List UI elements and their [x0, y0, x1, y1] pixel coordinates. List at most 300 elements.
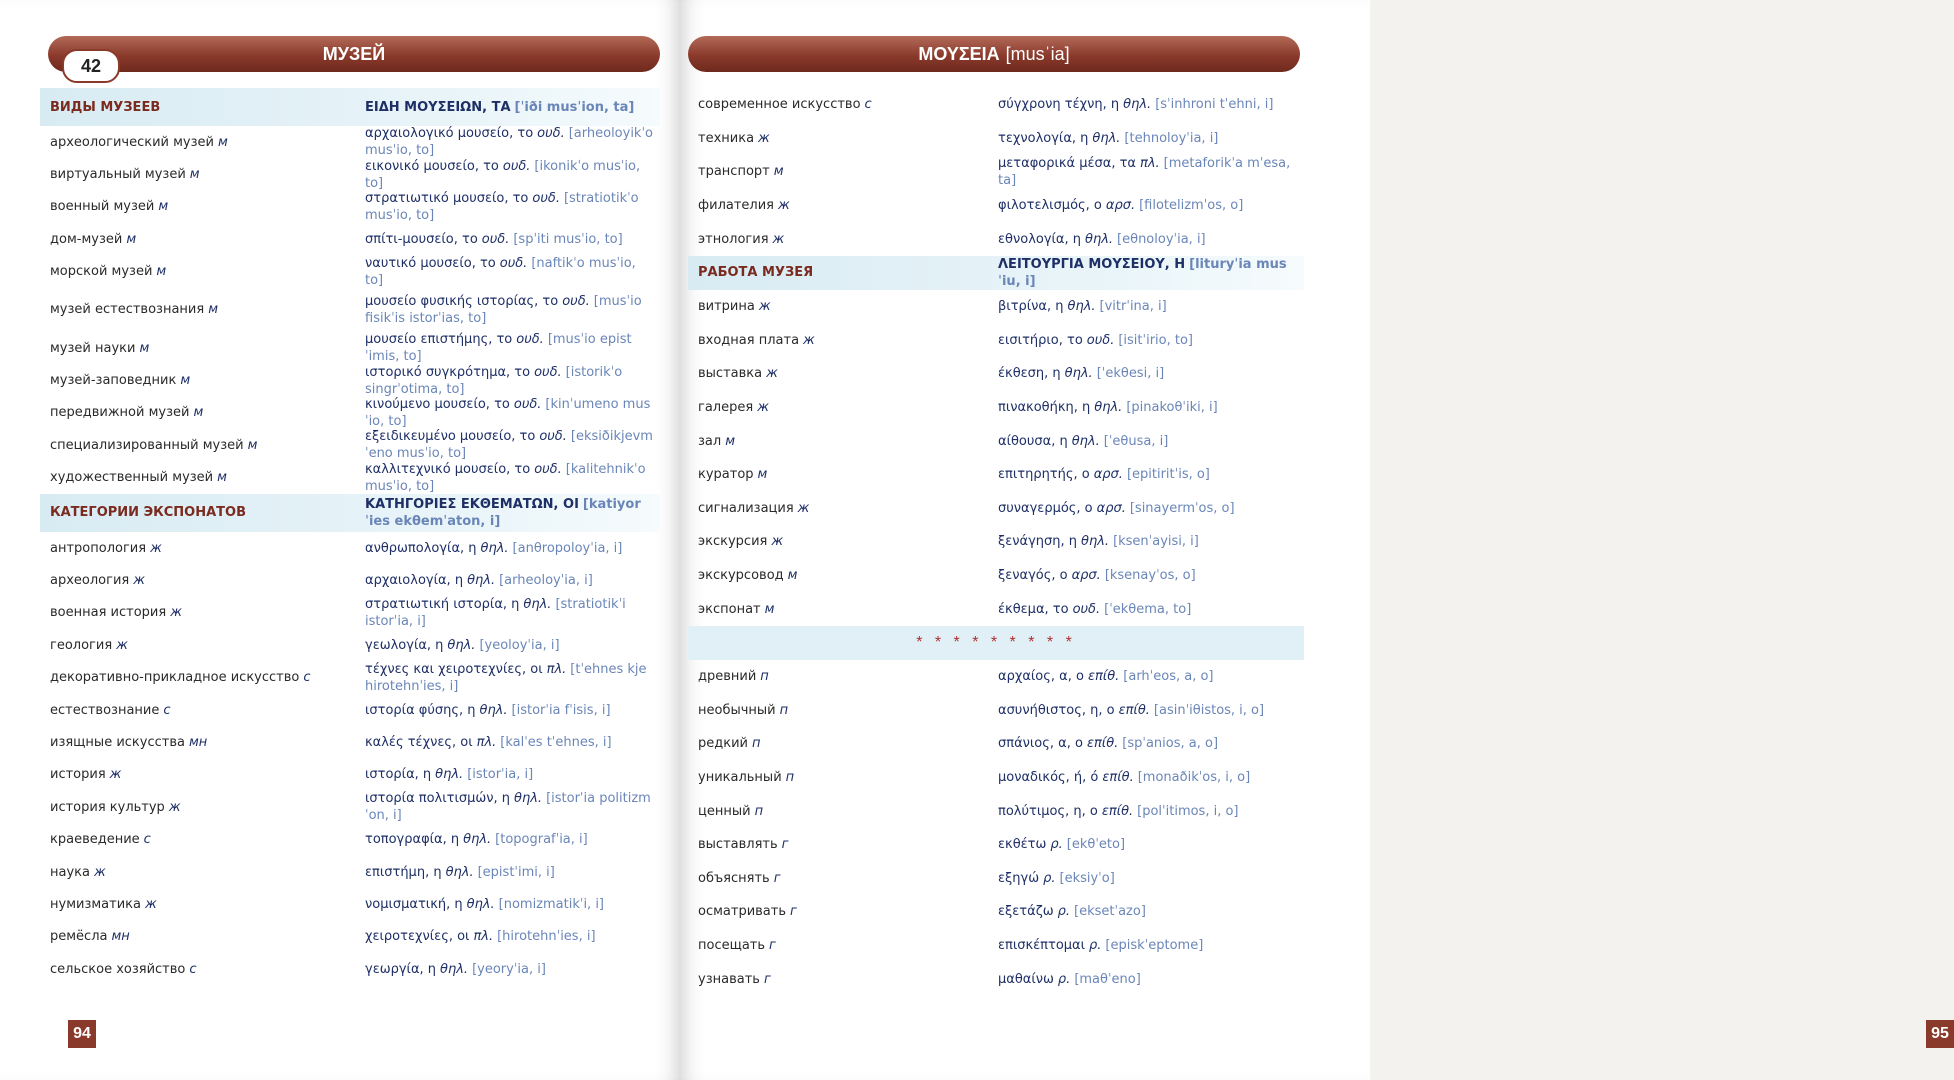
greek-word: ξεναγός, ο [998, 568, 1068, 584]
greek-word: γεωργία, η [365, 961, 437, 977]
greek-term [998, 601, 1304, 618]
transcription: [monaðikˈos, i, o] [1137, 769, 1251, 785]
transcription: [ekθˈeto] [1066, 837, 1126, 853]
greek-term [365, 961, 660, 978]
vocabulary-row [40, 726, 660, 758]
vocabulary-row [688, 122, 1304, 156]
gender-tag: м [189, 167, 200, 183]
gender-tag: г [773, 870, 781, 886]
greek-word: τεχνολογία, η [998, 130, 1089, 146]
greek-word: πινακοθήκη, η [998, 400, 1091, 416]
greek-word: εξετάζω [998, 904, 1054, 920]
greek-word: γεωλογία, η [365, 637, 444, 653]
grammar-tag: αρσ. [1071, 568, 1101, 584]
grammar-tag: ουδ. [513, 396, 542, 412]
vocabulary-row [688, 861, 1304, 895]
gender-tag: мн [188, 734, 208, 750]
gender-tag: ж [133, 572, 145, 588]
greek-term [365, 396, 660, 430]
gender-tag: ж [168, 799, 181, 815]
russian-word: куратор [698, 467, 754, 483]
vocabulary-row [688, 88, 1304, 122]
grammar-tag: επίθ. [1102, 769, 1134, 785]
russian-term [688, 668, 998, 685]
chapter-title-transcription: [musˈia] [1005, 43, 1070, 64]
section-heading-row [688, 256, 1304, 290]
left-vocabulary-list [40, 88, 660, 985]
grammar-tag: θηλ. [463, 832, 492, 848]
russian-term [688, 567, 998, 584]
transcription: [musˈio fisikˈis istorˈias, to] [365, 293, 642, 326]
greek-term [998, 155, 1304, 189]
transcription: [istorikˈo singrˈotima, to] [365, 364, 623, 397]
vocabulary-row [688, 525, 1304, 559]
vocabulary-row [688, 727, 1304, 761]
russian-term [688, 903, 998, 920]
russian-word: виртуальный музей [50, 167, 186, 183]
transcription: [kalˈes tˈehnes, i] [500, 734, 612, 750]
greek-term [998, 803, 1304, 820]
transcription: [isitˈirio, to] [1118, 332, 1193, 348]
greek-word: ΕΙΔΗ ΜΟΥΣΕΙΩΝ, ΤΑ [365, 99, 511, 115]
greek-word: ασυνήθιστος, η, ο [998, 702, 1115, 718]
greek-word: εξηγώ [998, 870, 1040, 886]
russian-term [688, 96, 998, 113]
russian-term [40, 134, 365, 151]
greek-term [998, 197, 1304, 214]
russian-term [688, 332, 998, 349]
russian-word: изящные искусства [50, 734, 185, 750]
russian-term [688, 130, 998, 147]
greek-word: κινούμενο μουσείο, το [365, 396, 510, 412]
russian-word: посещать [698, 937, 766, 953]
gender-tag: с [163, 702, 171, 718]
grammar-tag: θηλ. [1071, 433, 1100, 449]
transcription: [nomizmatikˈi, i] [498, 896, 605, 912]
grammar-tag: ουδ. [532, 190, 560, 206]
chapter-banner [688, 36, 1300, 72]
greek-word: εθνολογία, η [998, 231, 1082, 247]
grammar-tag: επίθ. [1101, 803, 1134, 819]
russian-word: геология [50, 637, 113, 653]
vocabulary-row [40, 126, 660, 158]
transcription: [ˈiði musˈion, ta] [514, 99, 635, 115]
greek-term [998, 433, 1304, 450]
transcription: [stratiotikˈo musˈio, to] [365, 190, 639, 223]
transcription: [maθˈeno] [1074, 971, 1141, 987]
greek-term [998, 231, 1304, 248]
greek-term [998, 332, 1304, 349]
grammar-tag: θηλ. [1085, 231, 1114, 247]
vocabulary-row [688, 559, 1304, 593]
greek-word: έκθεμα, το [998, 601, 1069, 617]
russian-word: объяснять [698, 870, 770, 886]
transcription: [arhˈeos, a, o] [1123, 669, 1214, 685]
gender-tag: м [156, 264, 167, 280]
grammar-tag: θηλ. [1092, 130, 1121, 146]
vocabulary-row [688, 189, 1304, 223]
russian-word: археология [50, 572, 130, 588]
russian-term [688, 803, 998, 820]
russian-word: передвижной музей [50, 405, 190, 421]
grammar-tag: ουδ. [502, 158, 531, 174]
greek-word: συναγερμός, ο [998, 500, 1093, 516]
russian-term [688, 870, 998, 887]
greek-term [365, 864, 660, 881]
vocabulary-row [40, 759, 660, 791]
russian-term [40, 301, 365, 318]
grammar-tag: πλ. [476, 734, 497, 750]
russian-term [40, 198, 365, 215]
gender-tag: п [754, 803, 764, 819]
grammar-tag: αρσ. [1093, 467, 1123, 483]
russian-word: музей науки [50, 340, 136, 356]
vocabulary-row [40, 462, 660, 494]
russian-term [688, 836, 998, 853]
grammar-tag: ρ. [1050, 837, 1063, 853]
russian-term [40, 231, 365, 248]
greek-term [998, 365, 1304, 382]
russian-word: техника [698, 130, 755, 146]
grammar-tag: επίθ. [1118, 702, 1150, 718]
grammar-tag: θηλ. [466, 896, 495, 912]
vocabulary-row [688, 660, 1304, 694]
gender-tag: мн [111, 929, 130, 945]
gender-tag: с [143, 832, 151, 848]
greek-word: μουσείο επιστήμης, το [365, 332, 513, 348]
transcription: [lituryˈia musˈiu, i] [998, 256, 1287, 289]
russian-term [40, 961, 365, 978]
greek-term [998, 466, 1304, 483]
greek-term [998, 130, 1304, 147]
greek-term [365, 255, 660, 289]
gender-tag: ж [150, 540, 162, 556]
russian-word: краеведение [50, 832, 140, 848]
greek-word: σπάνιος, α, ο [998, 736, 1083, 752]
transcription: [ksenˈayisi, i] [1113, 534, 1199, 550]
russian-term [40, 504, 365, 521]
russian-term [40, 702, 365, 719]
greek-term [365, 158, 660, 192]
russian-word: редкий [698, 736, 748, 752]
gender-tag: ж [772, 231, 785, 247]
greek-term [998, 735, 1304, 752]
vocabulary-row [688, 592, 1304, 626]
russian-word: история культур [50, 799, 165, 815]
russian-word: естествознание [50, 702, 160, 718]
greek-term [998, 298, 1304, 315]
russian-word: выставлять [698, 837, 778, 853]
russian-word: наука [50, 864, 90, 880]
greek-term [998, 836, 1304, 853]
transcription: [tˈehnes kje hirotehnˈies, i] [365, 661, 647, 694]
grammar-tag: θηλ. [1123, 97, 1152, 113]
greek-word: εικονικό μουσείο, το [365, 158, 499, 174]
vocabulary-row [40, 532, 660, 564]
gender-tag: ж [170, 605, 182, 621]
russian-term [40, 404, 365, 421]
greek-term [365, 766, 660, 783]
gender-tag: м [247, 437, 258, 453]
russian-word: зал [698, 433, 722, 449]
russian-term [40, 734, 365, 751]
greek-term [998, 96, 1304, 113]
vocabulary-row [40, 564, 660, 596]
russian-word: нумизматика [50, 896, 141, 912]
vocabulary-row [40, 332, 660, 364]
grammar-tag: ουδ. [1086, 332, 1115, 348]
grammar-tag: θηλ. [1067, 299, 1096, 315]
gender-tag: г [769, 937, 776, 953]
russian-word: КАТЕГОРИИ ЭКСПОНАТОВ [50, 505, 246, 521]
vocabulary-row [688, 895, 1304, 929]
russian-term [688, 163, 998, 180]
grammar-tag: επίθ. [1086, 736, 1119, 752]
russian-word: уникальный [698, 769, 782, 785]
vocabulary-row [40, 888, 660, 920]
russian-term [688, 735, 998, 752]
greek-word: μουσείο φυσικής ιστορίας, το [365, 293, 559, 309]
gender-tag: с [303, 670, 311, 686]
greek-term [365, 125, 660, 159]
vocabulary-row [688, 324, 1304, 358]
transcription: [yeoryˈia, i] [472, 961, 546, 977]
gender-tag: ж [803, 332, 815, 348]
russian-word: экскурсия [698, 534, 768, 550]
grammar-tag: αρσ. [1105, 198, 1136, 214]
transcription: [arheoloyˈia, i] [499, 572, 593, 588]
gender-tag: п [760, 669, 769, 685]
gender-tag: ж [758, 299, 771, 315]
russian-term [688, 601, 998, 618]
chapter-banner [48, 36, 660, 72]
greek-word: καλλιτεχνικό μουσείο, το [365, 461, 531, 477]
greek-term [365, 790, 660, 824]
russian-word: археологический музей [50, 134, 214, 150]
russian-term [40, 572, 365, 589]
vocabulary-row [40, 191, 660, 223]
gender-tag: м [126, 231, 137, 247]
russian-word: дом-музей [50, 231, 123, 247]
russian-word: декоративно-прикладное искусство [50, 670, 300, 686]
greek-word: τοπογραφία, η [365, 832, 460, 848]
greek-term [365, 831, 660, 848]
greek-word: τέχνες και χειροτεχνίες, οι [365, 661, 543, 677]
greek-word: βιτρίνα, η [998, 299, 1064, 315]
right-vocabulary-list [688, 88, 1304, 996]
russian-word: галерея [698, 400, 754, 416]
russian-term [688, 466, 998, 483]
russian-word: сельское хозяйство [50, 961, 186, 977]
vocabulary-row [40, 256, 660, 288]
gender-tag: м [217, 470, 227, 486]
vocabulary-row [688, 424, 1304, 458]
russian-term [40, 896, 365, 913]
transcription: [eksiyˈo] [1059, 870, 1115, 886]
gender-tag: г [790, 904, 797, 920]
gender-tag: м [158, 199, 169, 215]
gender-tag: ж [757, 400, 769, 416]
transcription: [ˈeθusa, i] [1103, 433, 1169, 449]
greek-word: μεταφορικά μέσα, τα [998, 155, 1137, 171]
greek-term [998, 702, 1304, 719]
transcription: [metaforikˈa mˈesa, ta] [998, 155, 1291, 188]
greek-term [998, 937, 1304, 954]
transcription: [vitrˈina, i] [1099, 299, 1167, 315]
greek-term [365, 190, 660, 224]
greek-word: αρχαιολογία, η [365, 572, 464, 588]
transcription: [ˈekθema, to] [1104, 601, 1192, 617]
greek-word: νομισματική, η [365, 896, 463, 912]
vocabulary-row [688, 357, 1304, 391]
greek-word: φιλοτελισμός, ο [998, 198, 1102, 214]
greek-word: ΚΑΤΗΓΟΡΙΕΣ ΕΚΘΕΜΑΤΩΝ, ΟΙ [365, 496, 579, 512]
russian-term [688, 264, 998, 281]
page-number: 94 [68, 1020, 96, 1048]
divider-stars: * * * * * * * * * [916, 634, 1076, 652]
russian-term [688, 533, 998, 550]
greek-word: ιστορία, η [365, 767, 432, 783]
transcription: [epistˈimi, i] [477, 864, 555, 880]
transcription: [episkˈeptome] [1105, 937, 1204, 953]
russian-word: ценный [698, 803, 751, 819]
vocabulary-row [40, 694, 660, 726]
greek-term [998, 903, 1304, 920]
transcription: [polˈitimos, i, o] [1137, 803, 1239, 819]
russian-term [688, 298, 998, 315]
greek-term [365, 293, 660, 327]
vocabulary-row [688, 458, 1304, 492]
greek-word: εκθέτω [998, 837, 1047, 853]
russian-term [40, 799, 365, 816]
greek-word: ανθρωπολογία, η [365, 540, 477, 556]
russian-term [40, 437, 365, 454]
vocabulary-row [688, 962, 1304, 996]
gender-tag: ж [144, 896, 157, 912]
russian-term [40, 864, 365, 881]
vocabulary-row [40, 429, 660, 461]
vocabulary-row [688, 222, 1304, 256]
vocabulary-row [40, 364, 660, 396]
russian-term [688, 433, 998, 450]
transcription: [sˈinhroni tˈehni, i] [1155, 97, 1274, 113]
russian-word: военный музей [50, 199, 155, 215]
russian-word: входная плата [698, 332, 800, 348]
russian-term [40, 604, 365, 621]
transcription: [istorˈia fˈisis, i] [511, 702, 611, 718]
gender-tag: м [757, 467, 768, 483]
transcription: [stratiotikˈi istorˈia, i] [365, 596, 626, 629]
chapter-title: ΜΟΥΣΕΙΑ [918, 43, 1000, 64]
grammar-tag: ρ. [1043, 870, 1056, 886]
grammar-tag: ουδ. [534, 461, 562, 477]
transcription: [istorˈia, i] [467, 767, 534, 783]
russian-word: сигнализация [698, 500, 794, 516]
russian-word: художественный музей [50, 470, 214, 486]
grammar-tag: θηλ. [1094, 400, 1123, 416]
russian-word: этнология [698, 231, 769, 247]
transcription: [kinˈumeno musˈio, to] [365, 396, 651, 429]
greek-word: επισκέπτομαι [998, 937, 1086, 953]
greek-term [365, 461, 660, 495]
gender-tag: ж [778, 198, 790, 214]
russian-word: современное искусство [698, 97, 861, 113]
russian-word: ВИДЫ МУЗЕЕВ [50, 99, 161, 115]
greek-word: επιστήμη, η [365, 864, 442, 880]
grammar-tag: πλ. [1140, 155, 1160, 171]
vocabulary-row [688, 694, 1304, 728]
transcription: [epitiritˈis, o] [1126, 467, 1210, 483]
transcription: [asinˈiθistos, i, o] [1153, 702, 1265, 718]
vocabulary-row [40, 629, 660, 661]
russian-term [688, 365, 998, 382]
russian-term [40, 340, 365, 357]
transcription: [yeoloyˈia, i] [479, 637, 560, 653]
grammar-tag: αρσ. [1096, 500, 1126, 516]
vocabulary-row [40, 288, 660, 332]
transcription: [anθropoloyˈia, i] [512, 540, 623, 556]
greek-term [365, 496, 660, 530]
transcription: [ˈekθesi, i] [1096, 366, 1165, 382]
grammar-tag: ουδ. [539, 429, 567, 445]
grammar-tag: ουδ. [534, 364, 562, 380]
greek-word: στρατιωτικό μουσείο, το [365, 190, 529, 206]
russian-term [688, 500, 998, 517]
vocabulary-row [40, 921, 660, 953]
section-heading-row [40, 494, 660, 532]
grammar-tag: πλ. [546, 661, 567, 677]
gender-tag: ж [797, 500, 810, 516]
russian-word: осматривать [698, 904, 787, 920]
grammar-tag: ουδ. [537, 126, 565, 142]
greek-term [998, 668, 1304, 685]
vocabulary-row [688, 929, 1304, 963]
grammar-tag: πλ. [473, 929, 494, 945]
gender-tag: м [773, 164, 784, 180]
greek-word: καλές τέχνες, οι [365, 734, 473, 750]
grammar-tag: ουδ. [1072, 601, 1101, 617]
gender-tag: г [763, 971, 771, 987]
greek-term [998, 500, 1304, 517]
gender-tag: м [180, 373, 191, 389]
greek-word: αρχαιολογικό μουσείο, το [365, 126, 534, 142]
russian-word: транспорт [698, 164, 770, 180]
greek-term [365, 540, 660, 557]
russian-term [688, 971, 998, 988]
greek-word: ιστορία πολιτισμών, η [365, 791, 511, 807]
russian-term [40, 540, 365, 557]
vocabulary-row [40, 597, 660, 629]
transcription: [kalitehnikˈo musˈio, to] [365, 461, 646, 494]
vocabulary-row [40, 953, 660, 985]
greek-word: ιστορία φύσης, η [365, 702, 476, 718]
russian-term [40, 469, 365, 486]
greek-term [998, 256, 1304, 290]
gender-tag: г [781, 837, 789, 853]
vocabulary-row [40, 856, 660, 888]
gender-tag: ж [93, 864, 106, 880]
greek-word: αίθουσα, η [998, 433, 1068, 449]
greek-term [998, 399, 1304, 416]
grammar-tag: θηλ. [1081, 534, 1110, 550]
gender-tag: м [217, 134, 228, 150]
vocabulary-row [688, 794, 1304, 828]
russian-term [40, 263, 365, 280]
greek-term [365, 231, 660, 248]
vocabulary-row [688, 290, 1304, 324]
grammar-tag: θηλ. [523, 596, 552, 612]
transcription: [spˈiti musˈio, to] [513, 231, 623, 247]
